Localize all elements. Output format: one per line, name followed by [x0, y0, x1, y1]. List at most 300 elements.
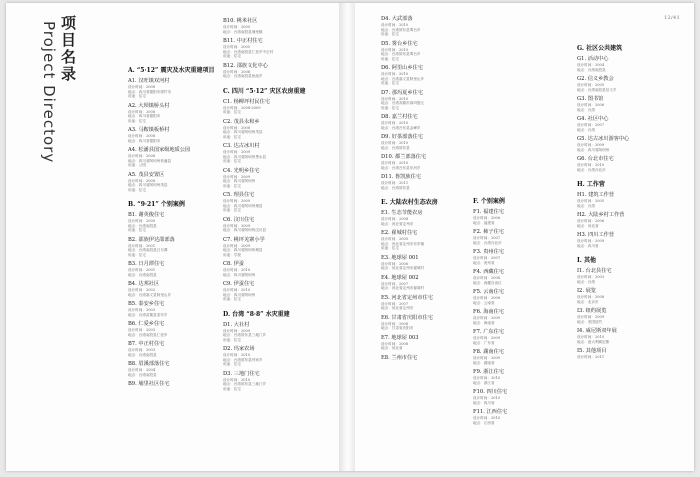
entry-detail: 设计时间：2008 — [577, 295, 605, 299]
entry-detail: 设计时间：2010 — [381, 161, 409, 165]
section-heading: A. “5·12” 震灾及水灾重建项目 — [128, 67, 215, 74]
entry-name: C8. 伊蚕 — [223, 261, 244, 267]
entry-detail: 设计时间：2002 — [128, 288, 156, 292]
entry-name: H2. 大陆乡村工作营 — [577, 212, 625, 218]
entry-detail: 用途：住宅 — [223, 208, 241, 212]
directory-entry — [381, 16, 491, 37]
directory-entry — [223, 237, 333, 258]
entry-name: G4. 社区中心 — [577, 116, 609, 122]
directory-column-4 — [473, 196, 583, 429]
entry-detail: 设计时间：2000 — [128, 219, 156, 223]
entry-detail: 地点：台湾 — [577, 279, 595, 284]
directory-entry — [128, 321, 238, 337]
entry-detail: 地点：四川省德阳市 — [128, 114, 161, 118]
entry-detail: 设计时间：2010 — [223, 377, 251, 382]
entry-name: C2. 茂县永和乡 — [223, 118, 260, 125]
section-heading: H. 工作营 — [577, 181, 605, 188]
entry-detail: 地点：台湾台东县金峰乡 — [381, 125, 421, 130]
entry-detail: 地点：四川省阿坝州茂县 — [223, 130, 263, 134]
entry-detail: 地点：台湾 — [577, 127, 595, 132]
entry-detail: 设计时间：2006 — [223, 69, 251, 74]
entry-detail: 设计时间：2007 — [381, 281, 409, 286]
entry-detail: 用途：住宅 — [381, 32, 399, 36]
entry-detail: 地点：四川省阿坝州理县 — [223, 248, 263, 252]
entry-detail: 用途：住宅 — [128, 187, 146, 192]
entry-name: F6. 海南住宅 — [473, 309, 504, 315]
directory-entry — [128, 103, 238, 124]
entry-detail: 设计时间：2010 — [473, 396, 501, 400]
directory-entry — [577, 96, 687, 112]
entry-detail: 设计时间：2007 — [577, 123, 605, 127]
directory-entry — [473, 209, 583, 225]
entry-name: E8. 兰州市住宅 — [381, 354, 418, 361]
entry-detail: 地点：台湾苗栗县泰安乡 — [128, 312, 168, 317]
entry-name: D1. 大社村 — [223, 321, 250, 328]
entry-detail: 设计时间：2005 — [577, 83, 605, 87]
directory-entry — [223, 192, 333, 213]
entry-detail: 设计时间：2008-2009 — [223, 105, 261, 110]
entry-detail: 地点：四川省阿坝州 — [223, 272, 256, 277]
entry-name: D7. 那玛夏乡住宅 — [381, 89, 423, 96]
entry-detail: 地点：广东省 — [473, 340, 495, 345]
entry-name: F4. 西藏住宅 — [473, 269, 504, 275]
entry-detail: 设计时间：2003 — [128, 328, 156, 332]
entry-name: A2. 大坝镇桥头村 — [128, 102, 170, 109]
entry-name: F10. 四川住宅 — [473, 389, 508, 395]
entry-detail: 设计时间：2011 — [577, 355, 605, 359]
entry-detail: 设计时间：2009 — [223, 199, 251, 203]
entry-name: I4. 威尼斯双年展 — [577, 328, 617, 334]
entry-detail: 地点：台湾南投县信义乡 — [577, 87, 617, 92]
entry-name: I3. 纽约展览 — [577, 308, 607, 314]
page-number: 12/41 — [664, 15, 680, 21]
entry-name: C7. 桃坪羌寨小学 — [223, 236, 265, 243]
entry-detail: 用途：住宅 — [381, 246, 399, 250]
entry-detail: 用途：住宅 — [128, 118, 146, 123]
entry-detail: 设计时间：2006 — [381, 261, 409, 266]
entry-detail: 设计时间：2005 — [223, 45, 251, 49]
entry-name: F2. 柿子住宅 — [473, 229, 504, 235]
entry-name: G6. 台北市住宅 — [577, 156, 614, 162]
entry-name: C5. 理县住宅 — [223, 192, 255, 198]
directory-entry — [381, 114, 491, 130]
entry-detail: 地点：台湾屏东县 — [381, 145, 410, 150]
entry-detail: 设计时间：2008 — [128, 134, 156, 138]
directory-entry — [223, 18, 333, 34]
entry-detail: 地点：台湾台北市 — [473, 240, 502, 245]
entry-name: I1. 台北县住宅 — [577, 268, 612, 274]
entry-detail: 设计时间：2008 — [381, 341, 409, 346]
entry-detail: 地点：台湾 — [577, 107, 595, 112]
entry-detail: 设计时间：2010 — [577, 335, 605, 339]
entry-detail: 用途：住宅 — [223, 134, 241, 139]
entry-detail: 设计时间：2009 — [223, 174, 251, 179]
entry-detail: 地点：四川省阿坝州理县 — [223, 203, 263, 208]
directory-entry — [223, 99, 333, 115]
entry-detail: 用途：住宅 — [223, 337, 241, 342]
entry-detail: 用途：住宅 — [223, 159, 241, 163]
entry-name: B1. 谢英俊住宅 — [128, 212, 165, 218]
entry-detail: 地点：贵州省 — [473, 260, 495, 265]
directory-entry — [577, 76, 687, 92]
entry-detail: 用途：住宅 — [223, 110, 241, 114]
entry-detail: 地点：台湾南投县日月潭 — [128, 248, 168, 252]
entry-detail: 地点：海南省 — [473, 320, 495, 325]
entry-name: D5. 雾台乡住宅 — [381, 40, 418, 47]
directory-entry — [473, 329, 583, 345]
directory-entry — [381, 134, 491, 150]
entry-name: E1. 生态节能农房 — [381, 210, 423, 216]
directory-entry — [223, 168, 333, 189]
entry-name: C6. 汶川住宅 — [223, 216, 255, 223]
directory-entry — [381, 174, 491, 190]
entry-name: E5. 河北省定州市住宅 — [381, 294, 433, 301]
entry-name: F11. 江西住宅 — [473, 409, 508, 415]
section-heading: I. 其他 — [577, 257, 596, 264]
directory-entry — [128, 78, 238, 99]
entry-name: B12. 邵族文化中心 — [223, 62, 268, 69]
entry-detail: 设计时间：2009 — [577, 143, 605, 147]
entry-detail: 用途：公园 — [128, 163, 146, 167]
entry-detail: 地点：意大利威尼斯 — [577, 339, 610, 344]
directory-entry — [128, 261, 238, 277]
directory-column-2 — [223, 18, 333, 395]
entry-name: E3. 地球屋 001 — [381, 254, 419, 261]
entry-name: B7. 中正村住宅 — [128, 341, 165, 347]
directory-entry — [223, 217, 333, 233]
directory-entry — [223, 346, 333, 367]
entry-detail: 地点：四川省 — [473, 400, 495, 405]
directory-entry — [128, 127, 238, 143]
entry-name: F3. 贵州住宅 — [473, 249, 504, 255]
entry-detail: 设计时间：2009 — [577, 239, 605, 243]
entry-name: I2. 展览 — [577, 288, 597, 294]
entry-name: F1. 福建住宅 — [473, 209, 504, 215]
entry-detail: 地点：四川省阿坝州汶川县 — [223, 228, 267, 232]
entry-name: C9. 伊蚕住宅 — [223, 281, 255, 287]
entry-detail: 地点：台湾南投县仁爱乡 — [128, 332, 168, 337]
entry-detail: 设计时间：2001 — [128, 243, 156, 248]
entry-detail: 设计时间：2005 — [381, 237, 409, 241]
entry-detail: 地点：美国纽约 — [577, 319, 603, 324]
entry-detail: 设计时间：2009 — [473, 356, 501, 360]
entry-name: F8. 湖南住宅 — [473, 349, 504, 355]
directory-entry — [223, 63, 333, 79]
directory-column-5 — [577, 43, 687, 364]
entry-detail: 设计时间：2004 — [128, 368, 156, 372]
directory-entry — [577, 116, 687, 132]
entry-detail: 地点：台湾屏东县三地门乡 — [223, 333, 267, 337]
entry-name: E2. 翟城村住宅 — [381, 230, 418, 236]
entry-detail: 地点：江西省 — [473, 420, 495, 425]
entry-detail: 设计时间：2010 — [381, 72, 409, 76]
entry-name: F9. 浙江住宅 — [473, 369, 504, 375]
entry-detail: 用途：住宅 — [223, 362, 241, 366]
book-spread — [6, 3, 694, 471]
entry-detail: 地点：河北省定州市 — [381, 306, 414, 310]
directory-entry — [473, 249, 583, 265]
directory-entry — [128, 237, 238, 258]
entry-detail: 设计时间：2008 — [128, 85, 156, 89]
entry-detail: 设计时间：2010 — [381, 96, 409, 101]
entry-detail: 地点：四川省德阳市 — [128, 138, 161, 143]
entry-detail: 设计时间：2007 — [473, 256, 501, 260]
directory-entry — [577, 192, 687, 208]
entry-name: F7. 广东住宅 — [473, 329, 504, 335]
entry-detail: 地点：台湾南投县 — [577, 67, 606, 72]
directory-entry — [223, 119, 333, 140]
directory-entry — [128, 361, 238, 377]
directory-entry — [128, 172, 238, 193]
entry-name: E4. 地球屋 002 — [381, 274, 419, 281]
entry-name: B5. 泰安乡住宅 — [128, 301, 165, 307]
entry-detail: 地点：河北省定州市翟城村 — [381, 266, 425, 270]
entry-detail: 地点：河北省 — [381, 346, 403, 350]
entry-detail: 设计时间：2006 — [473, 216, 501, 220]
entry-detail: 地点：云南省 — [473, 300, 495, 305]
entry-name: B10. 桃米社区 — [223, 18, 258, 24]
section-heading: B. “9·21” 个别案例 — [128, 201, 185, 208]
directory-entry — [381, 90, 491, 111]
entry-detail: 设计时间：2011 — [381, 181, 409, 185]
entry-detail: 设计时间：2001 — [128, 268, 156, 272]
title-english: Project Directory — [40, 21, 58, 164]
entry-detail: 地点：台湾南投县鱼池乡 — [223, 74, 263, 78]
directory-entry — [577, 156, 687, 172]
entry-detail: 设计时间：2009 — [223, 243, 251, 248]
entry-detail: 地点：河北省定州市东亭镇 — [381, 241, 425, 246]
entry-detail: 地点：台湾台北市 — [577, 167, 606, 172]
entry-detail: 用途：住宅 — [223, 54, 241, 58]
directory-entry — [577, 232, 687, 248]
entry-name: B4. 达邦社区 — [128, 281, 160, 287]
directory-entry — [473, 349, 583, 365]
entry-name: A5. 茂县安置区 — [128, 171, 165, 178]
entry-detail: 用途：住宅 — [381, 81, 399, 85]
entry-detail: 用途：学校 — [223, 252, 241, 257]
book-gutter — [339, 3, 355, 471]
entry-detail: 设计时间：2003 — [128, 348, 156, 352]
directory-entry — [473, 389, 583, 405]
directory-entry — [128, 212, 238, 233]
entry-detail: 用途：住宅 — [381, 56, 399, 61]
entry-detail: 设计时间：2008 — [128, 178, 156, 183]
directory-entry — [577, 56, 687, 72]
directory-entry — [473, 269, 583, 285]
directory-entry — [223, 322, 333, 343]
directory-entry — [577, 268, 687, 284]
entry-detail: 设计时间：2010 — [223, 268, 251, 272]
entry-detail: 设计时间：2010 — [381, 23, 409, 27]
entry-name: B9. 埔里社区住宅 — [128, 381, 170, 387]
directory-entry — [577, 328, 687, 344]
directory-entry — [381, 41, 491, 62]
entry-detail: 设计时间：2005 — [577, 199, 605, 203]
directory-entry — [223, 261, 333, 277]
directory-entry — [473, 229, 583, 245]
entry-detail: 设计时间：2003 — [128, 308, 156, 312]
entry-detail: 设计时间：2006 — [577, 219, 605, 223]
entry-detail: 设计时间：2008 — [473, 276, 501, 280]
directory-entry — [128, 147, 238, 168]
entry-detail: 用途：住宅 — [223, 297, 241, 301]
entry-detail: 地点：甘肃省庆阳市 — [381, 326, 414, 330]
entry-detail: 地点：台湾南投县仁爱乡中正村 — [223, 49, 274, 54]
entry-detail: 用途：住宅 — [128, 228, 146, 232]
entry-detail: 地点：台湾南投县 — [128, 223, 157, 228]
entry-name: B11. 中正村住宅 — [223, 38, 263, 44]
section-heading: G. 社区公共建筑 — [577, 45, 623, 52]
directory-entry — [473, 289, 583, 305]
directory-entry — [577, 288, 687, 304]
entry-detail: 设计时间：2010 — [473, 416, 501, 420]
entry-detail: 地点：四川省阿坝州 — [223, 179, 256, 183]
entry-name: D8. 嘉兰村住宅 — [381, 114, 418, 120]
entry-detail: 地点：福建省 — [473, 220, 495, 225]
entry-detail: 地点：四川省德阳市绵竹市 — [128, 89, 172, 94]
entry-detail: 设计时间：2010 — [577, 163, 605, 167]
directory-entry — [577, 212, 687, 228]
entry-name: G5. 达古冰川游客中心 — [577, 136, 630, 142]
entry-detail: 地点：四川省阿坝州 — [223, 292, 256, 297]
entry-detail: 地点：台湾嘉义县阿里山乡 — [128, 292, 172, 297]
entry-detail: 设计时间：2009 — [473, 316, 501, 320]
entry-detail: 地点：台湾南投县 — [128, 272, 157, 277]
entry-name: C4. 光明乡住宅 — [223, 167, 260, 174]
directory-entry — [577, 136, 687, 152]
entry-detail: 地点：台湾台东县东河乡 — [381, 165, 421, 170]
entry-name: D6. 阿里山乡住宅 — [381, 65, 423, 71]
entry-name: H3. 四川工作营 — [577, 232, 615, 238]
directory-entry — [223, 281, 333, 302]
entry-detail: 设计时间：2007 — [381, 301, 409, 306]
entry-detail: 地点：四川省阿坝州茂县 — [128, 183, 168, 187]
directory-entry — [473, 309, 583, 325]
entry-name: I5. 其他项目 — [577, 348, 607, 354]
entry-name: E6. 甘肃省庆阳市住宅 — [381, 314, 433, 321]
directory-entry — [223, 38, 333, 59]
entry-name: B2. 邵族伊达邵部落 — [128, 236, 175, 243]
directory-entry — [577, 348, 687, 360]
entry-detail: 设计时间：2010 — [223, 288, 251, 292]
entry-detail: 用途：住宅 — [223, 386, 241, 391]
entry-name: H1. 建筑工作营 — [577, 192, 615, 198]
entry-detail: 设计时间：2009 — [473, 336, 501, 340]
entry-detail: 地点：湖南省 — [473, 360, 495, 365]
entry-detail: 设计时间：2010 — [223, 353, 251, 357]
section-heading: C. 四川 “5·12” 灾区农房重建 — [223, 87, 306, 95]
entry-name: G3. 图书馆 — [577, 96, 604, 102]
entry-detail: 用途：住宅 — [381, 105, 399, 110]
entry-name: A3. 马鞍镇板桥村 — [128, 127, 170, 133]
title-chinese: 项目名录 — [59, 15, 77, 83]
directory-entry — [381, 65, 491, 86]
entry-name: G2. 信义乡教会 — [577, 76, 614, 82]
directory-entry — [577, 308, 687, 324]
entry-detail: 地点：台湾屏东县三地门乡 — [223, 382, 267, 386]
entry-name: D9. 好茶部落住宅 — [381, 134, 423, 140]
entry-detail: 设计时间：2008 — [381, 217, 409, 221]
entry-detail: 地点：台湾嘉义县阿里山乡 — [381, 76, 425, 81]
directory-entry — [223, 143, 333, 164]
entry-detail: 地点：台湾屏东县雾台乡 — [381, 52, 421, 56]
entry-detail: 设计时间：2010 — [381, 47, 409, 52]
entry-name: D11. 鲁凯族住宅 — [381, 174, 421, 180]
entry-detail: 设计时间：2008 — [223, 125, 251, 130]
entry-name: A1. 汉旺镇双河村 — [128, 78, 170, 84]
entry-detail: 设计时间：2005 — [223, 25, 251, 29]
entry-detail: 地点：四川省阿坝州黑水县 — [223, 154, 267, 159]
directory-entry — [223, 371, 333, 392]
entry-detail: 设计时间：2009 — [223, 223, 251, 228]
entry-detail: 地点：台湾屏东县 — [381, 185, 410, 190]
entry-detail: 设计时间：2008 — [473, 296, 501, 300]
entry-name: D3. 三地门住宅 — [223, 370, 260, 377]
section-heading: E. 大陆农村生态农房 — [381, 199, 438, 206]
entry-name: C3. 达古冰川村 — [223, 143, 260, 149]
entry-detail: 设计时间：2008 — [128, 109, 156, 114]
entry-detail: 用途：住宅 — [128, 94, 146, 98]
entry-detail: 地点：河北省定州市翟城村 — [381, 286, 425, 290]
entry-detail: 设计时间：2010 — [381, 121, 409, 125]
entry-detail: 地点：河北省 — [577, 223, 599, 228]
directory-entry — [128, 381, 238, 388]
entry-detail: 地点：浙江省 — [473, 380, 495, 385]
entry-detail: 地点：台湾屏东县玛家乡 — [223, 357, 263, 362]
directory-entry — [128, 281, 238, 297]
entry-name: E7. 地球屋 003 — [381, 334, 419, 341]
entry-detail: 地点：四川省 — [577, 243, 599, 248]
directory-entry — [381, 154, 491, 170]
entry-name: A4. 松潘县国家级地质公园 — [128, 147, 191, 153]
entry-detail: 设计时间：2009 — [577, 315, 605, 319]
entry-detail: 地点：台湾高雄市那玛夏区 — [381, 101, 425, 105]
entry-detail: 设计时间：2008 — [128, 154, 156, 158]
entry-detail: 设计时间：2004 — [577, 63, 605, 67]
entry-detail: 设计时间：2010 — [381, 141, 409, 145]
entry-detail: 设计时间：2009 — [223, 150, 251, 154]
entry-detail: 设计时间：2009 — [223, 328, 251, 333]
entry-name: B3. 日月潭住宅 — [128, 261, 165, 267]
directory-entry — [128, 341, 238, 357]
entry-detail: 用途：住宅 — [223, 183, 241, 188]
entry-detail: 地点：西藏自治区 — [473, 280, 502, 285]
entry-detail: 地点：台湾屏东县雾台乡 — [381, 27, 421, 32]
directory-entry — [128, 301, 238, 317]
entry-name: B6. 仁爱乡住宅 — [128, 321, 165, 327]
entry-detail: 设计时间：2006 — [577, 103, 605, 107]
directory-column-1 — [128, 65, 238, 392]
entry-detail: 地点：台湾 — [577, 203, 595, 208]
entry-detail: 设计时间：2003 — [577, 275, 605, 279]
entry-detail: 地点：台湾南投县埔里镇 — [223, 29, 263, 34]
entry-detail: 设计时间：2007 — [473, 236, 501, 240]
section-heading: D. 台湾 “8·8” 水灾重建 — [223, 310, 290, 318]
entry-detail: 设计时间：2008 — [381, 321, 409, 326]
entry-detail: 地点：台湾南投县 — [128, 372, 157, 377]
entry-detail: 地点：四川省阿坝州 — [577, 147, 610, 152]
entry-detail: 地点：台湾南投县 — [128, 352, 157, 357]
entry-detail: 地点：北京市 — [577, 299, 599, 304]
entry-name: F5. 云南住宅 — [473, 289, 504, 295]
entry-detail: 地点：四川省阿坝州松潘县 — [128, 158, 172, 163]
entry-name: D10. 都兰部落住宅 — [381, 154, 427, 160]
entry-name: D2. 玛家农场 — [223, 346, 255, 352]
directory-entry — [473, 409, 583, 425]
entry-name: D4. 大武部落 — [381, 16, 413, 22]
directory-entry — [473, 369, 583, 385]
entry-name: G1. 活动中心 — [577, 56, 609, 62]
